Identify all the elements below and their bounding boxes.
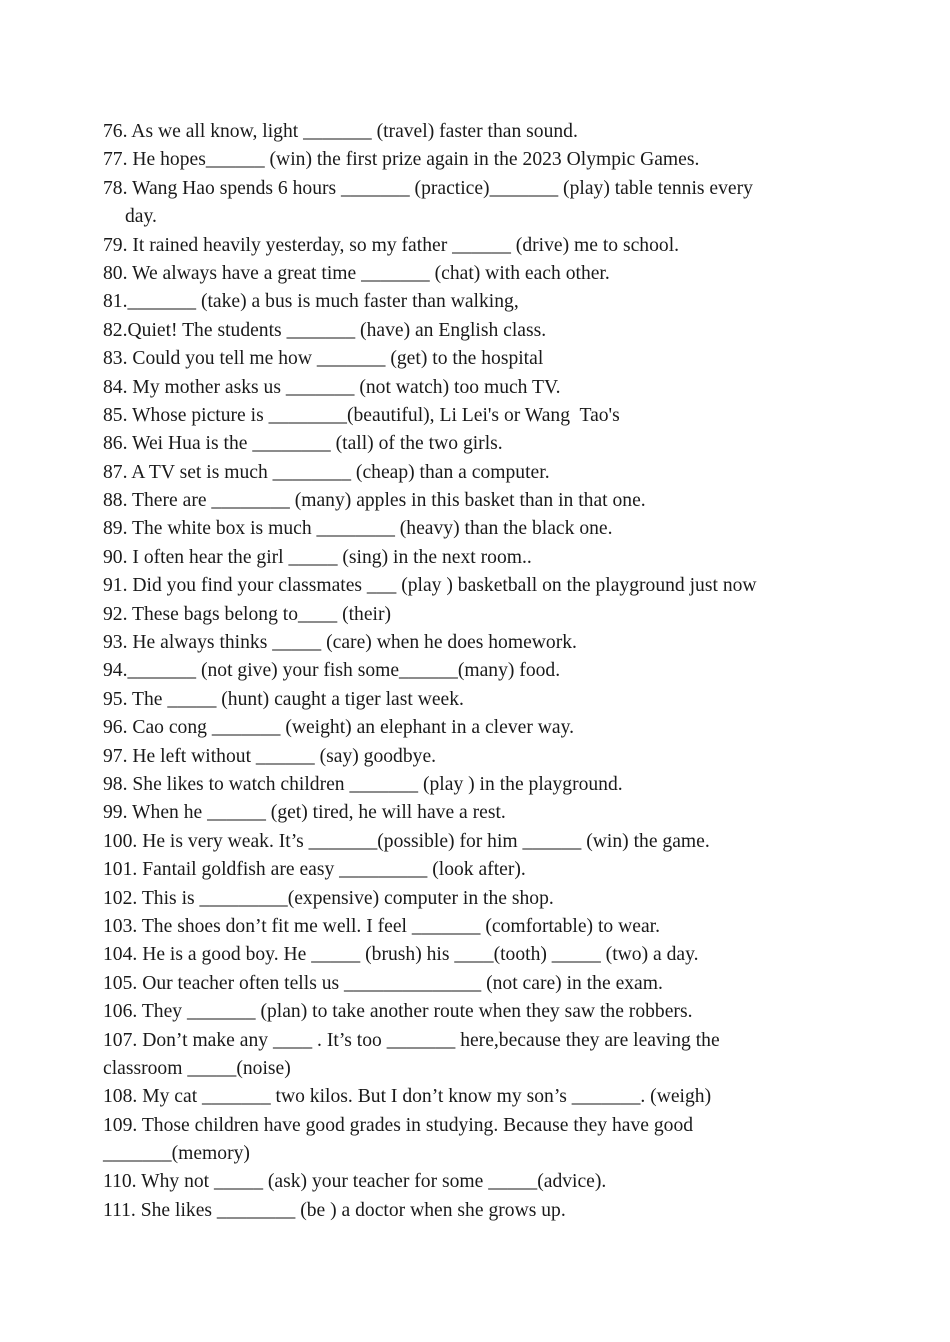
exercise-line-109-continued: _______(memory) (103, 1143, 250, 1165)
exercise-line-99: 99. When he ______ (get) tired, he will have a rest. (103, 802, 506, 824)
exercise-line-102: 102. This is _________(expensive) computer in the shop. (103, 887, 554, 909)
exercise-line-91: 91. Did you find your classmates ___ (play ) basketball on the playground just now (103, 575, 757, 597)
exercise-line-93: 93. He always thinks _____ (care) when he does homework. (103, 632, 577, 654)
exercise-list (103, 118, 863, 1225)
exercise-line-105: 105. Our teacher often tells us ______________ (not care) in the exam. (103, 972, 663, 994)
exercise-line-85: 85. Whose picture is ________(beautiful), Li Lei's or Wang Tao's (103, 404, 620, 426)
exercise-line-97: 97. He left without ______ (say) goodbye. (103, 745, 437, 767)
exercise-line-80: 80. We always have a great time _______ (chat) with each other. (103, 262, 610, 284)
exercise-line-110: 110. Why not _____ (ask) your teacher for some _____(advice). (103, 1171, 607, 1193)
exercise-line-78-continued: day. (125, 206, 157, 228)
exercise-line-94: 94._______ (not give) your fish some______(many) food. (103, 660, 561, 682)
exercise-line-107: 107. Don’t make any ____ . It’s too _______ here,because they are leaving the (103, 1029, 720, 1051)
exercise-line-96: 96. Cao cong _______ (weight) an elephant in a clever way. (103, 717, 575, 739)
exercise-line-88: 88. There are ________ (many) apples in this basket than in that one. (103, 490, 646, 512)
exercise-line-87: 87. A TV set is much ________ (cheap) than a computer. (103, 461, 550, 483)
exercise-line-111: 111. She likes ________ (be ) a doctor when she grows up. (103, 1199, 566, 1221)
exercise-line-92: 92. These bags belong to____ (their) (103, 603, 392, 625)
exercise-line-86: 86. Wei Hua is the ________ (tall) of the two girls. (103, 433, 503, 455)
exercise-line-107-continued: classroom _____(noise) (103, 1057, 291, 1079)
exercise-line-79: 79. It rained heavily yesterday, so my father ______ (drive) me to school. (103, 234, 680, 256)
exercise-line-77: 77. He hopes______ (win) the first prize again in the 2023 Olympic Games. (103, 149, 700, 171)
exercise-line-103: 103. The shoes don’t fit me well. I feel _______ (comfortable) to wear. (103, 915, 661, 937)
exercise-line-84: 84. My mother asks us _______ (not watch) too much TV. (103, 376, 561, 398)
exercise-line-109: 109. Those children have good grades in studying. Because they have good (103, 1114, 694, 1136)
exercise-line-89: 89. The white box is much ________ (heavy) than the black one. (103, 518, 613, 540)
exercise-line-104: 104. He is a good boy. He _____ (brush) his ____(tooth) _____ (two) a day. (103, 944, 699, 966)
exercise-line-76: 76. As we all know, light _______ (travel) faster than sound. (103, 121, 578, 142)
exercise-line-108: 108. My cat _______ two kilos. But I don’t know my son’s _______. (weigh) (103, 1086, 712, 1108)
exercise-line-100: 100. He is very weak. It’s _______(possible) for him ______ (win) the game. (103, 830, 710, 852)
exercise-line-106: 106. They _______ (plan) to take another route when they saw the robbers. (103, 1001, 693, 1023)
exercise-line-83: 83. Could you tell me how _______ (get) to the hospital (103, 348, 544, 370)
exercise-line-95: 95. The _____ (hunt) caught a tiger last week. (103, 688, 464, 710)
exercise-line-90: 90. I often hear the girl _____ (sing) in the next room.. (103, 546, 532, 568)
exercise-line-98: 98. She likes to watch children _______ (play ) in the playground. (103, 773, 623, 795)
exercise-line-78: 78. Wang Hao spends 6 hours _______ (practice)_______ (play) table tennis every (103, 177, 753, 199)
exercise-line-82: 82.Quiet! The students _______ (have) an English class. (103, 319, 547, 341)
exercise-line-81: 81._______ (take) a bus is much faster than walking, (103, 291, 519, 313)
exercise-line-101: 101. Fantail goldfish are easy _________ (look after). (103, 859, 526, 881)
